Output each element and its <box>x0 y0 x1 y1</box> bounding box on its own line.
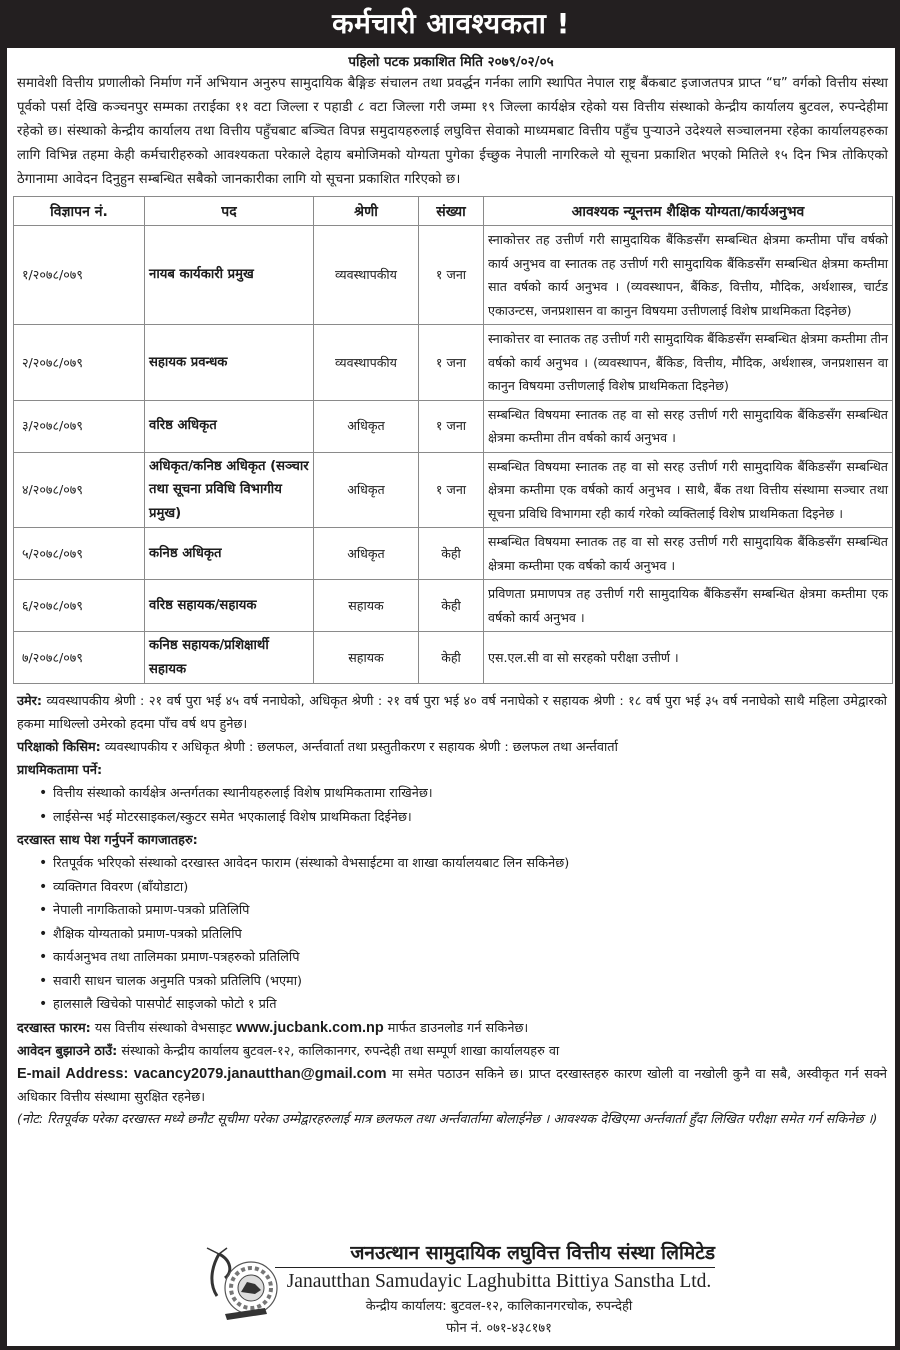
age-section <box>7 690 895 736</box>
email-link[interactable]: vacancy2079.janautthan@gmail.com <box>133 1065 387 1082</box>
ad-number: ३/२०७८/०७९ <box>14 400 145 452</box>
list-item: • सवारी साधन चालक अनुमति पत्रको प्रतिलिपि (भएमा) <box>39 970 887 994</box>
application-form-text-after: मार्फत डाउनलोड गर्न सकिनेछ। <box>387 1020 529 1036</box>
post-title: कनिष्ठ अधिकृत <box>145 528 314 580</box>
post-requirement: स्नाकोत्तर वा स्नातक तह उत्तीर्ण गरी सामुदायिक बैंकिङसँग सम्बन्धित क्षेत्रमा कम्तीमा तीन वर्षको कार्य अनुभव । (व्यवस्थापन, बैंकिङ, वित्तीय, मौदिक, अर्थशास्त्र, जनप्रशासन वा कानुन विषयमा उत्तीणलाई विशेष प्राथमिकता दिइनेछ) <box>484 325 893 401</box>
post-count: केही <box>419 632 484 684</box>
organization-name-nepali: जनउत्थान सामुदायिक लघुवित्त वित्तीय संस्था लिमिटेड <box>275 1240 715 1268</box>
submission-place-label: आवेदन बुझाउने ठाउँ: <box>17 1043 118 1059</box>
priority-list <box>17 782 887 829</box>
post-level: व्यवस्थापकीय <box>314 226 419 325</box>
post-count: १ जना <box>419 452 484 528</box>
table-row <box>14 452 893 528</box>
organization-address: केन्द्रीय कार्यालय: बुटवल-१२, कालिकानगरचोक, रुपन्देही <box>365 1299 633 1314</box>
post-title: कनिष्ठ सहायक/प्रशिक्षार्थी सहायक <box>145 632 314 684</box>
list-item: • नेपाली नागकिताको प्रमाण-पत्रको प्रतिलिपि <box>39 899 887 923</box>
post-count: केही <box>419 528 484 580</box>
note: (नोट: रितपूर्वक परेका दरखास्त मध्ये छनौट सूचीमा परेका उम्मेद्वारहरुलाई मात्र छलफल तथा अर्न्तवार्तामा बोलाईनेछ । आवश्यक देखिएमा अर्न्तवार्ता हुँदा लिखित परीक्षा समेत गर्न सकिनेछ ।) <box>17 1111 878 1127</box>
email-section <box>7 1063 895 1109</box>
ad-number: १/२०७८/०७९ <box>14 226 145 325</box>
post-level: सहायक <box>314 632 419 684</box>
header-requirement: आवश्यक न्यूनत्तम शैक्षिक योग्यता/कार्यअनुभव <box>484 197 893 226</box>
post-count: १ जना <box>419 400 484 452</box>
post-requirement: एस.एल.सी वा सो सरहको परीक्षा उत्तीर्ण । <box>484 632 893 684</box>
organization-name-english: Janautthan Samudayic Laghubitta Bittiya Sanstha Ltd. <box>286 1271 712 1292</box>
post-count: १ जना <box>419 226 484 325</box>
application-form-section <box>7 1017 895 1040</box>
organization-footer <box>197 1240 757 1348</box>
publication-date: पहिलो पटक प्रकाशित मिति २०७९/०२/०५ <box>348 54 554 70</box>
post-count: १ जना <box>419 325 484 401</box>
post-requirement: सम्बन्धित विषयमा स्नातक तह वा सो सरह उत्तीर्ण गरी सामुदायिक बैंकिङसँग सम्बन्धित क्षेत्रमा कम्तीमा एक वर्षको कार्य अनुभव । <box>484 528 893 580</box>
post-requirement: सम्बन्धित विषयमा स्नातक तह वा सो सरह उत्तीर्ण गरी सामुदायिक बैंकिङसँग सम्बन्धित क्षेत्रमा कम्तीमा एक वर्षको कार्य अनुभव । साथै, बैंक तथा वित्तीय संस्थामा सञ्चार तथा सूचना प्रविधि विभागमा रही कार्य गरेको व्यक्तिलाई विशेष प्राथमिकता दिइनेछ । <box>484 452 893 528</box>
submission-place-section <box>7 1040 895 1063</box>
list-item: • हालसालै खिचेको पासपोर्ट साइजको फोटो १ प्रति <box>39 993 887 1017</box>
application-form-label: दरखास्त फारम: <box>17 1020 91 1036</box>
organization-phone: फोन नं. ०७१-४३८१७१ <box>446 1321 552 1336</box>
header-level: श्रेणी <box>314 197 419 226</box>
email-text: मा समेत पठाउन सकिने छ। प्राप्त दरखास्तहरु कारण खोली वा नखोली कुनै वा सबै, अस्वीकृत गर्न सक्ने अधिकार वित्तीय संस्थामा सुरक्षित रहनेछ। <box>17 1066 887 1105</box>
ad-number: २/२०७८/०७९ <box>14 325 145 401</box>
post-requirement: स्नाकोत्तर तह उत्तीर्ण गरी सामुदायिक बैंकिङसँग सम्बन्धित क्षेत्रमा कम्तीमा पाँच वर्षको कार्य अनुभव वा स्नातक तह उत्तीर्ण गरी सामुदायिक बैंकिङसँग सम्बन्धित क्षेत्रमा कम्तीमा सात वर्षको कार्य अनुभव । (व्यवस्थापन, बैंकिङ, वित्तीय, मौदिक, अर्थशास्त्र, चार्टड एकाउन्टस, जनप्रशासन वा कानुन विषयमा उत्तीणलाई विशेष प्राथमिकता दिइनेछ) <box>484 226 893 325</box>
post-title: अधिकृत/कनिष्ठ अधिकृत (सञ्चार तथा सूचना प्रविधि विभागीय प्रमुख) <box>145 452 314 528</box>
post-title: सहायक प्रवन्धक <box>145 325 314 401</box>
ad-number: ६/२०७८/०७९ <box>14 580 145 632</box>
header-ad-number: विज्ञापन नं. <box>14 197 145 226</box>
submission-place-text: संस्थाको केन्द्रीय कार्यालय बुटवल-१२, कालिकानगर, रुपन्देही तथा सम्पूर्ण शाखा कार्यालयहरु वा <box>121 1043 560 1059</box>
priority-label: प्राथमिकतामा पर्ने: <box>17 763 103 778</box>
table-row <box>14 400 893 452</box>
table-row <box>14 580 893 632</box>
list-item: • शैक्षिक योग्यताको प्रमाण-पत्रको प्रतिलिपि <box>39 923 887 947</box>
vacancy-table <box>13 196 893 684</box>
documents-label: दरखास्त साथ पेश गर्नुपर्ने कागजातहरु: <box>17 833 198 848</box>
documents-list <box>17 852 887 1017</box>
email-label: E-mail Address: <box>17 1065 129 1082</box>
table-header-row <box>14 197 893 226</box>
list-item: • रितपूर्वक भरिएको संस्थाको दरखास्त आवेदन फाराम (संस्थाको वेभसाईटमा वा शाखा कार्यालयबाट लिन सकिनेछ) <box>39 852 887 876</box>
exam-type-label: परिक्षाको किसिम: <box>17 740 101 755</box>
post-level: अधिकृत <box>314 400 419 452</box>
table-row <box>14 528 893 580</box>
header-count: संख्या <box>419 197 484 226</box>
list-item: • कार्यअनुभव तथा तालिमका प्रमाण-पत्रहरुको प्रतिलिपि <box>39 946 887 970</box>
table-row <box>14 226 893 325</box>
table-row <box>14 632 893 684</box>
post-requirement: सम्बन्धित विषयमा स्नातक तह वा सो सरह उत्तीर्ण गरी सामुदायिक बैंकिङसँग सम्बन्धित क्षेत्रमा कम्तीमा तीन वर्षको कार्य अनुभव । <box>484 400 893 452</box>
table-row <box>14 325 893 401</box>
application-form-text: यस वित्तीय संस्थाको वेभसाइट <box>94 1020 232 1036</box>
age-label: उमेर: <box>17 694 43 709</box>
post-level: अधिकृत <box>314 528 419 580</box>
list-item: • लाईसेन्स भई मोटरसाइकल/स्कुटर समेत भएकालाई विशेष प्राथमिकता दिईनेछ। <box>39 806 887 830</box>
age-text: व्यवस्थापकीय श्रेणी : २१ वर्ष पुरा भई ४५ वर्ष ननाघेको, अधिकृत श्रेणी : २१ वर्ष पुरा भई ४० वर्ष ननाघेको र सहायक श्रेणी : १८ वर्ष पुरा भई ३५ वर्ष ननाघेको साथै महिला उमेद्वारको हकमा माथिल्लो उमेरको हदमा पाँच वर्ष थप हुनेछ। <box>17 694 887 732</box>
post-level: अधिकृत <box>314 452 419 528</box>
documents-section <box>7 829 895 1017</box>
banner-title: कर्मचारी आवश्यकता ! <box>7 0 895 48</box>
post-count: केही <box>419 580 484 632</box>
exam-type-text: व्यवस्थापकीय र अधिकृत श्रेणी : छलफल, अर्न्तवार्ता तथा प्रस्तुतीकरण र सहायक श्रेणी : छलफल तथा अर्न्तवार्ता <box>104 740 618 755</box>
header-post: पद <box>145 197 314 226</box>
ad-number: ४/२०७८/०७९ <box>14 452 145 528</box>
post-title: वरिष्ठ अधिकृत <box>145 400 314 452</box>
post-title: वरिष्ठ सहायक/सहायक <box>145 580 314 632</box>
post-title: नायब कार्यकारी प्रमुख <box>145 226 314 325</box>
list-item: • व्यक्तिगत विवरण (बाँयोडाटा) <box>39 876 887 900</box>
post-level: सहायक <box>314 580 419 632</box>
post-level: व्यवस्थापकीय <box>314 325 419 401</box>
exam-type-section <box>7 736 895 759</box>
intro-paragraph: समावेशी वित्तीय प्रणालीको निर्माण गर्ने अभियान अनुरुप सामुदायिक बैङ्गिङ संचालन तथा प्रवर्द्धन गर्नका लागि स्थापित नेपाल राष्ट्र बैंकबाट इजाजतपत्र प्राप्त “घ” वर्गको वित्तीय संस्था पूर्वको पर्सा देखि कञ्चनपुर सम्मका तराईका ११ वटा जिल्ला र पहाडी ८ वटा जिल्ला गरी जम्मा १९ जिल्ला कार्यक्षेत्र रहेको यस वित्तीय संस्थाको केन्द्रीय कार्यालय बुटवल, रुपन्देहीमा रहेको छ। संस्थाको केन्द्रीय कार्यालय तथा वित्तीय पहुँचबाट बञ्चित विपन्न समुदायहरुलाई लघुवित्त सेवाको माध्यमबाट वित्तीय पहुँच पुर्‍याउने उदेश्यले सञ्चालनमा रहेका कार्यालयहरुका लागि विभिन्न तहमा केही कर्मचारीहरुको आवश्यकता परेकाले देहाय बमोजिमको योग्यता पुगेका ईच्छुक नेपाली नागरिकले यो सूचना प्रकाशित भएको मितिले १५ दिन भित्र तोकिएको ठेगानामा आवेदन दिनुहुन सम्बन्धित सबैको जानकारीका लागि यो सूचना प्रकाशित गरिएको छ। <box>17 76 888 187</box>
priority-section <box>7 759 895 829</box>
post-requirement: प्रविणता प्रमाणपत्र तह उत्तीर्ण गरी सामुदायिक बैंकिङसँग सम्बन्धित क्षेत्रमा कम्तीमा एक वर्षको कार्य अनुभव । <box>484 580 893 632</box>
website-link[interactable]: www.jucbank.com.np <box>236 1019 384 1036</box>
ad-number: ५/२०७८/०७९ <box>14 528 145 580</box>
ad-number: ७/२०७८/०७९ <box>14 632 145 684</box>
list-item: • वित्तीय संस्थाको कार्यक्षेत्र अन्तर्गतका स्थानीयहरुलाई विशेष प्राथमिकतामा राखिनेछ। <box>39 782 887 806</box>
